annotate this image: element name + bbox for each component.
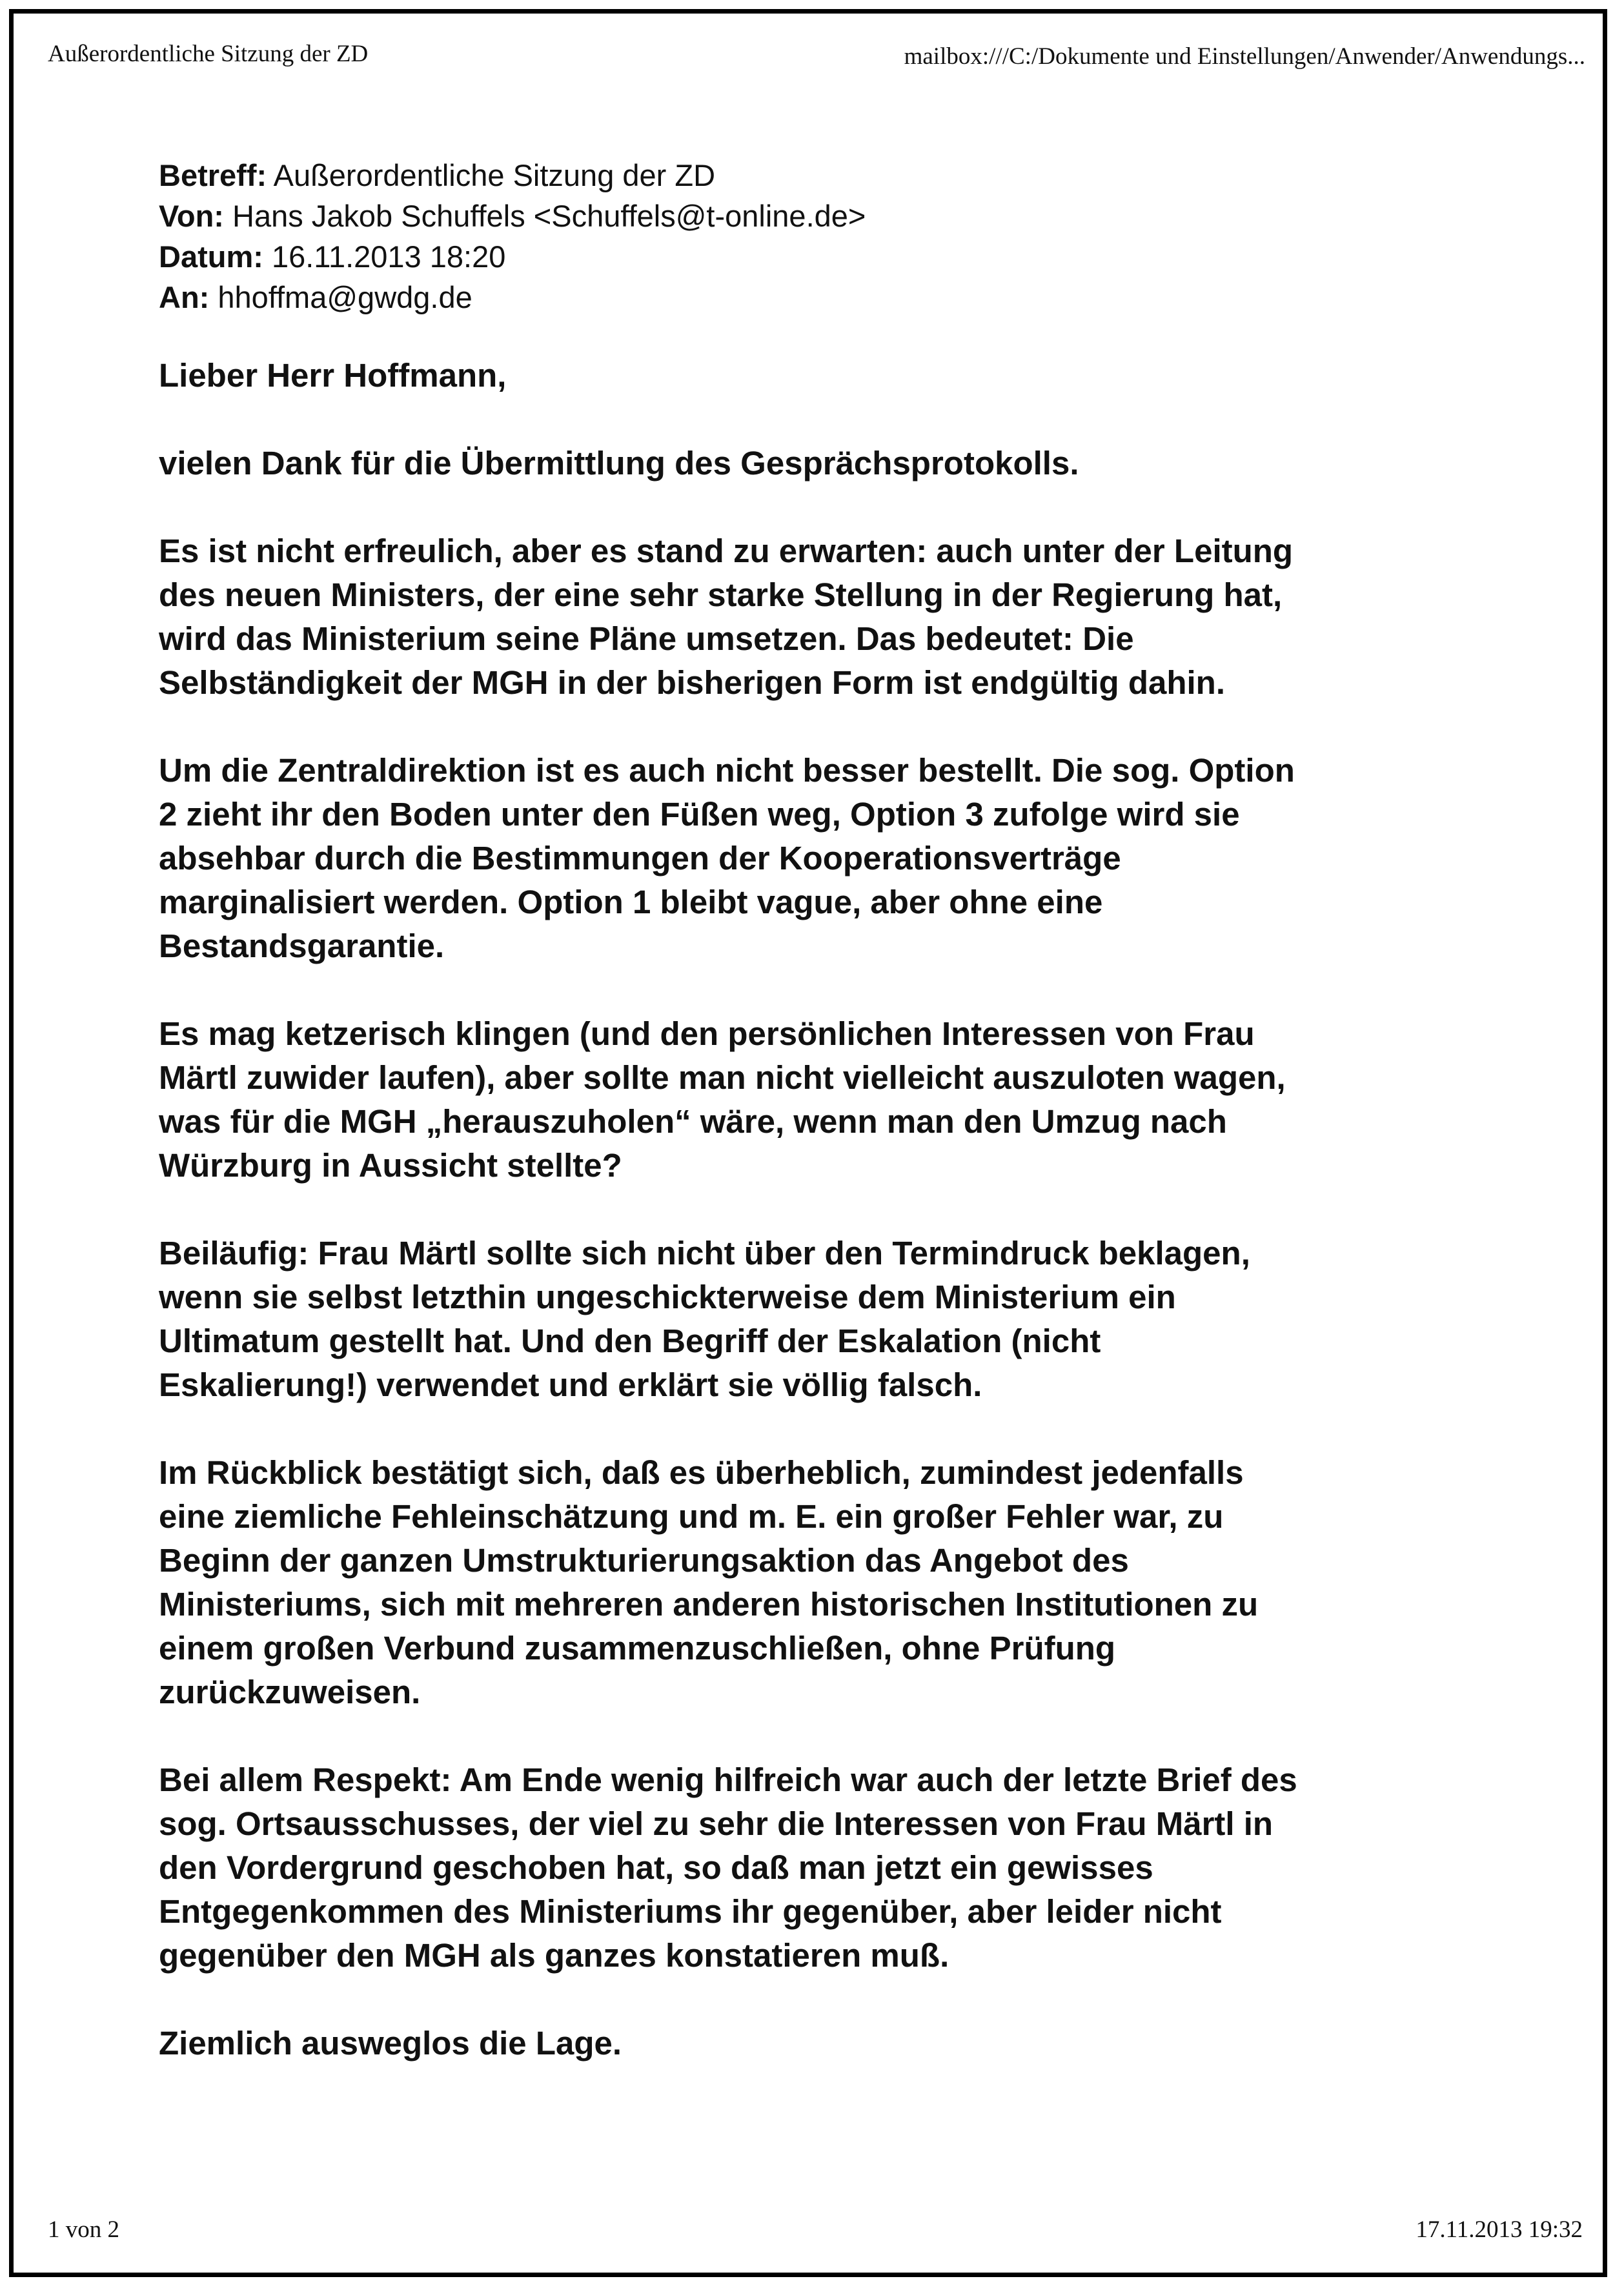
page-header-title: Außerordentliche Sitzung der ZD <box>48 41 369 67</box>
paragraph <box>159 1231 1501 1407</box>
text-line: Beginn der ganzen Umstrukturierungsaktion das Angebot des <box>159 1542 1129 1579</box>
date-row <box>159 236 866 277</box>
date-label: Datum: <box>159 239 263 274</box>
text-line: Entgegenkommen des Ministeriums ihr gegenüber, aber leider nicht <box>159 1893 1222 1930</box>
text-line: absehbar durch die Bestimmungen der Kooperationsverträge <box>159 840 1121 876</box>
text-line: Eskalierung!) verwendet und erklärt sie völlig falsch. <box>159 1366 982 1403</box>
text-line: eine ziemliche Fehleinschätzung und m. E. ein großer Fehler war, zu <box>159 1498 1224 1535</box>
paragraph-gap <box>159 1407 1501 1451</box>
text-line: was für die MGH „herauszuholen“ wäre, wenn man den Umzug nach <box>159 1103 1227 1140</box>
greeting <box>159 354 1501 398</box>
text-line: Ziemlich ausweglos die Lage. <box>159 2025 622 2062</box>
text-line: Beiläufig: Frau Märtl sollte sich nicht über den Termindruck beklagen, <box>159 1235 1250 1272</box>
text-line: Es ist nicht erfreulich, aber es stand zu erwarten: auch unter der Leitung <box>159 532 1294 569</box>
paragraph-gap <box>159 968 1501 1012</box>
text-line: wenn sie selbst letzthin ungeschickterweise dem Ministerium ein <box>159 1279 1176 1315</box>
text-line: marginalisiert werden. Option 1 bleibt vague, aber ohne eine <box>159 884 1103 920</box>
text-line: Ultimatum gestellt hat. Und den Begriff der Eskalation (nicht <box>159 1322 1101 1359</box>
text-line: zurückzuweisen. <box>159 1674 421 1710</box>
text-line: vielen Dank für die Übermittlung des Gesprächsprotokolls. <box>159 445 1079 481</box>
text-line: Würzburg in Aussicht stellte? <box>159 1147 622 1184</box>
subject-label: Betreff: <box>159 158 267 192</box>
paragraph <box>159 441 1501 485</box>
text-line: des neuen Ministers, der eine sehr starke Stellung in der Regierung hat, <box>159 576 1283 613</box>
text-line: Es mag ketzerisch klingen (und den persönlichen Interessen von Frau <box>159 1015 1255 1052</box>
paragraph-gap <box>159 705 1501 749</box>
paragraph-gap <box>159 398 1501 441</box>
to-label: An: <box>159 280 210 314</box>
to-row <box>159 277 866 318</box>
from-row <box>159 196 866 236</box>
paragraph-gap <box>159 1714 1501 1758</box>
text-line: Bestandsgarantie. <box>159 927 445 964</box>
from-label: Von: <box>159 199 224 233</box>
paragraph <box>159 1012 1501 1188</box>
subject-value: Außerordentliche Sitzung der ZD <box>273 158 716 192</box>
text-line: Lieber Herr Hoffmann, <box>159 357 507 394</box>
paragraph <box>159 2021 1501 2065</box>
date-value: 16.11.2013 18:20 <box>271 239 506 274</box>
text-line: wird das Ministerium seine Pläne umsetzen. Das bedeutet: Die <box>159 620 1134 657</box>
text-line: Selbständigkeit der MGH in der bisherigen Form ist endgültig dahin. <box>159 664 1225 701</box>
subject-row <box>159 155 866 196</box>
text-line: 2 zieht ihr den Boden unter den Füßen weg, Option 3 zufolge wird sie <box>159 796 1240 833</box>
paragraph <box>159 1451 1501 1714</box>
paragraph <box>159 529 1501 705</box>
to-value: hhoffma@gwdg.de <box>218 280 472 314</box>
paragraph-gap <box>159 1188 1501 1231</box>
paragraph <box>159 749 1501 968</box>
text-line: Märtl zuwider laufen), aber sollte man nicht vielleicht auszuloten wagen, <box>159 1059 1286 1096</box>
print-timestamp: 17.11.2013 19:32 <box>1416 2216 1583 2243</box>
text-line: sog. Ortsausschusses, der viel zu sehr die Interessen von Frau Märtl in <box>159 1805 1274 1842</box>
page-header-url: mailbox:///C:/Dokumente und Einstellungen/Anwender/Anwendungs... <box>904 43 1585 70</box>
text-line: gegenüber den MGH als ganzes konstatieren muß. <box>159 1937 949 1974</box>
paragraph-gap <box>159 485 1501 529</box>
page-number: 1 von 2 <box>48 2216 119 2243</box>
text-line: Um die Zentraldirektion ist es auch nicht besser bestellt. Die sog. Option <box>159 752 1295 789</box>
text-line: den Vordergrund geschoben hat, so daß man jetzt ein gewisses <box>159 1849 1153 1886</box>
text-line: Ministeriums, sich mit mehreren anderen historischen Institutionen zu <box>159 1586 1259 1623</box>
text-line: einem großen Verbund zusammenzuschließen, ohne Prüfung <box>159 1630 1116 1667</box>
email-meta <box>159 155 866 318</box>
email-body <box>159 354 1501 2065</box>
paragraph-gap <box>159 1978 1501 2021</box>
paragraph <box>159 1758 1501 1978</box>
text-line: Bei allem Respekt: Am Ende wenig hilfreich war auch der letzte Brief des <box>159 1761 1297 1798</box>
text-line: Im Rückblick bestätigt sich, daß es überheblich, zumindest jedenfalls <box>159 1454 1244 1491</box>
from-value: Hans Jakob Schuffels <Schuffels@t-online.de> <box>232 199 866 233</box>
